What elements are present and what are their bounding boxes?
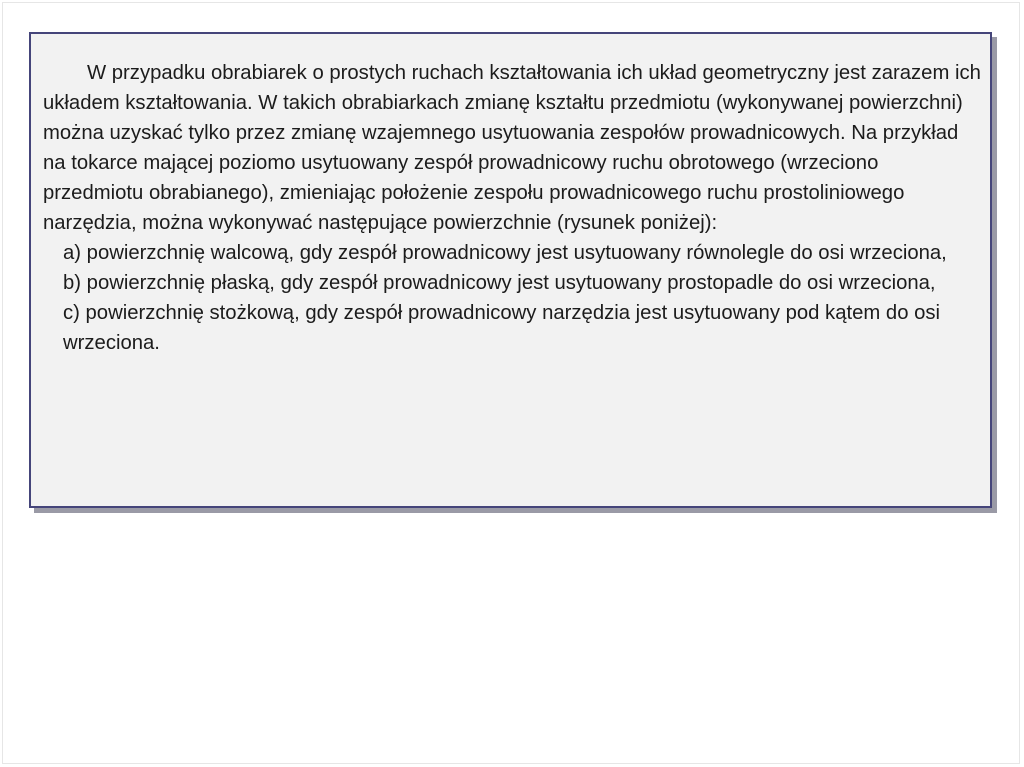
list-item-a: a) powierzchnię walcową, gdy zespół prowadnicowy jest usytuowany równolegle do osi wrzeciona, (63, 242, 947, 264)
intro-paragraph: W przypadku obrabiarek o prostych ruchach kształtowania ich układ geometryczny jest zarazem ich układem kształtowania. W takich obrabiarkach zmianę kształtu przedmiotu (wykonywanej powierzchni) można uzyskać tylko przez zmianę wzajemnego usytuowania zespołów prowadnicowych. Na przykład na tokarce mającej poziomo usytuowany zespół prowadnicowy ruchu obrotowego (wrzeciono przedmiotu obrabianego), zmieniając położenie zespołu prowadnicowego ruchu prostoliniowego narzędzia, można wykonywać następujące powierzchnie (rysunek poniżej): (43, 62, 981, 234)
list-item-b: b) powierzchnię płaską, gdy zespół prowadnicowy jest usytuowany prostopadle do osi wrzeciona, (63, 272, 936, 294)
list-item-c: c) powierzchnię stożkową, gdy zespół prowadnicowy narzędzia jest usytuowany pod kątem do osi wrzeciona. (63, 302, 941, 354)
text-box (29, 32, 992, 508)
